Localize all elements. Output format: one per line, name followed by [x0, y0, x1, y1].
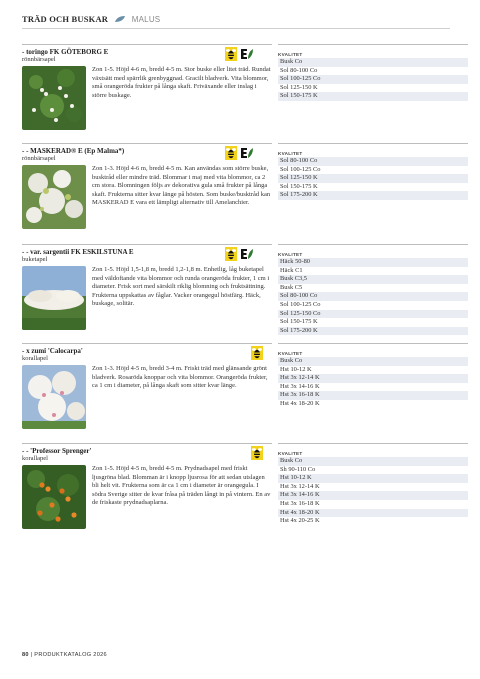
plant-photo	[22, 266, 86, 330]
quality-row: Sol 150-175 K	[278, 92, 468, 101]
quality-row: Busk C3,5	[278, 275, 468, 284]
quality-row: Sol 100-125 Co	[278, 166, 468, 175]
quality-divider	[278, 443, 468, 444]
plant-badges	[251, 446, 263, 460]
quality-row: Hst 4x 18-20 K	[278, 400, 468, 409]
plant-description: Zon 1-3. Höjd 4-5 m, bredd 3-4 m. Friskt träd med glänsande grönt bladverk. Rosaröda knoppar och vita blommor. Orangeröda frukter, ca 1 cm i diameter, på långa skaft som sitter kvar länge.	[92, 365, 268, 390]
quality-row: Hst 10-12 K	[278, 366, 468, 375]
quality-rows	[278, 258, 468, 335]
quality-table	[278, 151, 468, 200]
quality-row: Hst 4x 18-20 K	[278, 509, 468, 518]
quality-rows	[278, 457, 468, 526]
quality-row: Sh 90-110 Co	[278, 466, 468, 475]
plant-photo	[22, 66, 86, 130]
quality-divider	[278, 44, 468, 45]
quality-row: Busk Co	[278, 457, 468, 466]
e-plant-icon	[240, 47, 254, 61]
quality-header: KVALITET	[278, 351, 303, 356]
quality-row: Sol 80-100 Co	[278, 67, 468, 76]
page-header	[22, 14, 160, 24]
quality-row: Busk Co	[278, 58, 468, 67]
bee-icon	[225, 47, 237, 61]
entry-divider	[22, 143, 272, 144]
plant-badges	[225, 47, 254, 61]
quality-header: KVALITET	[278, 451, 303, 456]
bee-icon	[251, 446, 263, 460]
quality-row: Hst 3x 12-14 K	[278, 483, 468, 492]
quality-table	[278, 451, 468, 526]
leaf-icon	[115, 16, 125, 23]
plant-photo	[22, 465, 86, 529]
quality-row: Sol 175-200 K	[278, 191, 468, 200]
quality-row: Hst 4x 20-25 K	[278, 517, 468, 526]
plant-common-name: buketapel	[22, 256, 48, 263]
entry-divider	[22, 244, 272, 245]
quality-rows	[278, 157, 468, 200]
quality-row: Sol 100-125 Co	[278, 301, 468, 310]
quality-header: KVALITET	[278, 252, 303, 257]
catalog-name: PRODUKTKATALOG 2026	[34, 652, 107, 658]
footer-separator: |	[30, 652, 35, 658]
quality-divider	[278, 343, 468, 344]
quality-row: Sol 150-175 K	[278, 183, 468, 192]
e-plant-icon	[240, 146, 254, 160]
quality-table	[278, 252, 468, 335]
plant-description: Zon 1-3. Höjd 4-6 m, bredd 4-5 m. Kan användas som större buske, busktråd eller mindre träd. Blommar i maj med vita blommor, ca 2 cm stora. Blomningen följs av dekorativa gula små frukter på långa skaft. Frukterna sitter kvar länge på hösten. Som buske/busktråd kan MASKERAD E vara ett lämpligt alternativ till Amelanchier.	[92, 165, 271, 207]
entry-divider	[22, 343, 272, 344]
plant-common-name: rönnbärsapel	[22, 155, 56, 162]
plant-common-name: korallapel	[22, 455, 48, 462]
page-number: 80	[22, 652, 29, 658]
quality-row: Sol 150-175 K	[278, 318, 468, 327]
page-footer	[22, 652, 107, 658]
quality-table	[278, 52, 468, 101]
quality-row: Hst 3x 12-14 K	[278, 374, 468, 383]
quality-row: Häck 50-80	[278, 258, 468, 267]
quality-row: Sol 125-150 K	[278, 84, 468, 93]
plant-name: - - MASKERAD® E (Ep Malma*)	[22, 147, 125, 155]
quality-row: Sol 125-150 Co	[278, 310, 468, 319]
quality-divider	[278, 143, 468, 144]
plant-description: Zon 1-5. Höjd 1,5-1,8 m, bredd 1,2-1,8 m. Enhetlig, låg buketapel med väldoftande vita blommor och runda orangeröda frukter, 1 cm i diameter. Frisk sort med särskilt riklig blomning och fruktsättning. Frukterna uppskattas av fåglar. Vacker orangegul höstfärg. Häck, buskage, solitär.	[92, 266, 270, 308]
plant-description: Zon 1-5. Höjd 4-5 m, bredd 4-5 m. Prydnadsapel med friskt ljusgröna blad. Blomman är i knopp ljusrosa för att sedan utslagen bli helt vit. Frukterna som är ca 1 cm i diameter är orangegula. I södra Sverige sitter de kvar fråsa på träden långt in på vintern. En av de friskaste prydnadsaplarna.	[92, 465, 271, 507]
plant-name: - - var. sargentii FK ESKILSTUNA E	[22, 248, 134, 256]
plant-badges	[225, 247, 254, 261]
plant-name: - - 'Professor Sprenger'	[22, 447, 92, 455]
quality-rows	[278, 58, 468, 101]
quality-row: Hst 3x 14-16 K	[278, 383, 468, 392]
bee-icon	[225, 146, 237, 160]
section-title: TRÄD OCH BUSKAR	[22, 14, 109, 24]
subsection-title: MALUS	[131, 15, 161, 24]
quality-rows	[278, 357, 468, 409]
quality-header: KVALITET	[278, 52, 303, 57]
e-plant-icon	[240, 247, 254, 261]
plant-badges	[225, 146, 254, 160]
quality-row: Busk C5	[278, 284, 468, 293]
quality-row: Sol 100-125 Co	[278, 75, 468, 84]
quality-row: Sol 125-150 K	[278, 174, 468, 183]
bee-icon	[225, 247, 237, 261]
quality-divider	[278, 244, 468, 245]
quality-row: Sol 80-100 Co	[278, 292, 468, 301]
header-divider	[22, 28, 450, 29]
plant-description: Zon 1-5. Höjd 4-6 m, bredd 4-5 m. Stor buske eller litet träd. Rundat växtsätt med spärrlik grenbyggnad. Gracilt bladverk. Vita blommor, små orangeröda frukter på långa skaft. Friväxande eller inslag i större buskage.	[92, 66, 271, 99]
quality-row: Sol 175-200 K	[278, 327, 468, 336]
plant-name: - x zumi 'Calocarpa'	[22, 347, 83, 355]
plant-common-name: korallapel	[22, 355, 48, 362]
entry-divider	[22, 44, 272, 45]
bee-icon	[251, 346, 263, 360]
quality-row: Hst 3x 16-18 K	[278, 500, 468, 509]
plant-badges	[251, 346, 263, 360]
quality-row: Busk Co	[278, 357, 468, 366]
quality-row: Hst 3x 16-18 K	[278, 391, 468, 400]
plant-name: - toringo FK GÖTEBORG E	[22, 48, 109, 56]
quality-row: Sol 80-100 Co	[278, 157, 468, 166]
plant-photo	[22, 165, 86, 229]
quality-table	[278, 351, 468, 409]
entry-divider	[22, 443, 272, 444]
quality-header: KVALITET	[278, 151, 303, 156]
plant-photo	[22, 365, 86, 429]
plant-common-name: rönnbärsapel	[22, 56, 56, 63]
quality-row: Häck C1	[278, 267, 468, 276]
quality-row: Hst 10-12 K	[278, 474, 468, 483]
quality-row: Hst 3x 14-16 K	[278, 491, 468, 500]
